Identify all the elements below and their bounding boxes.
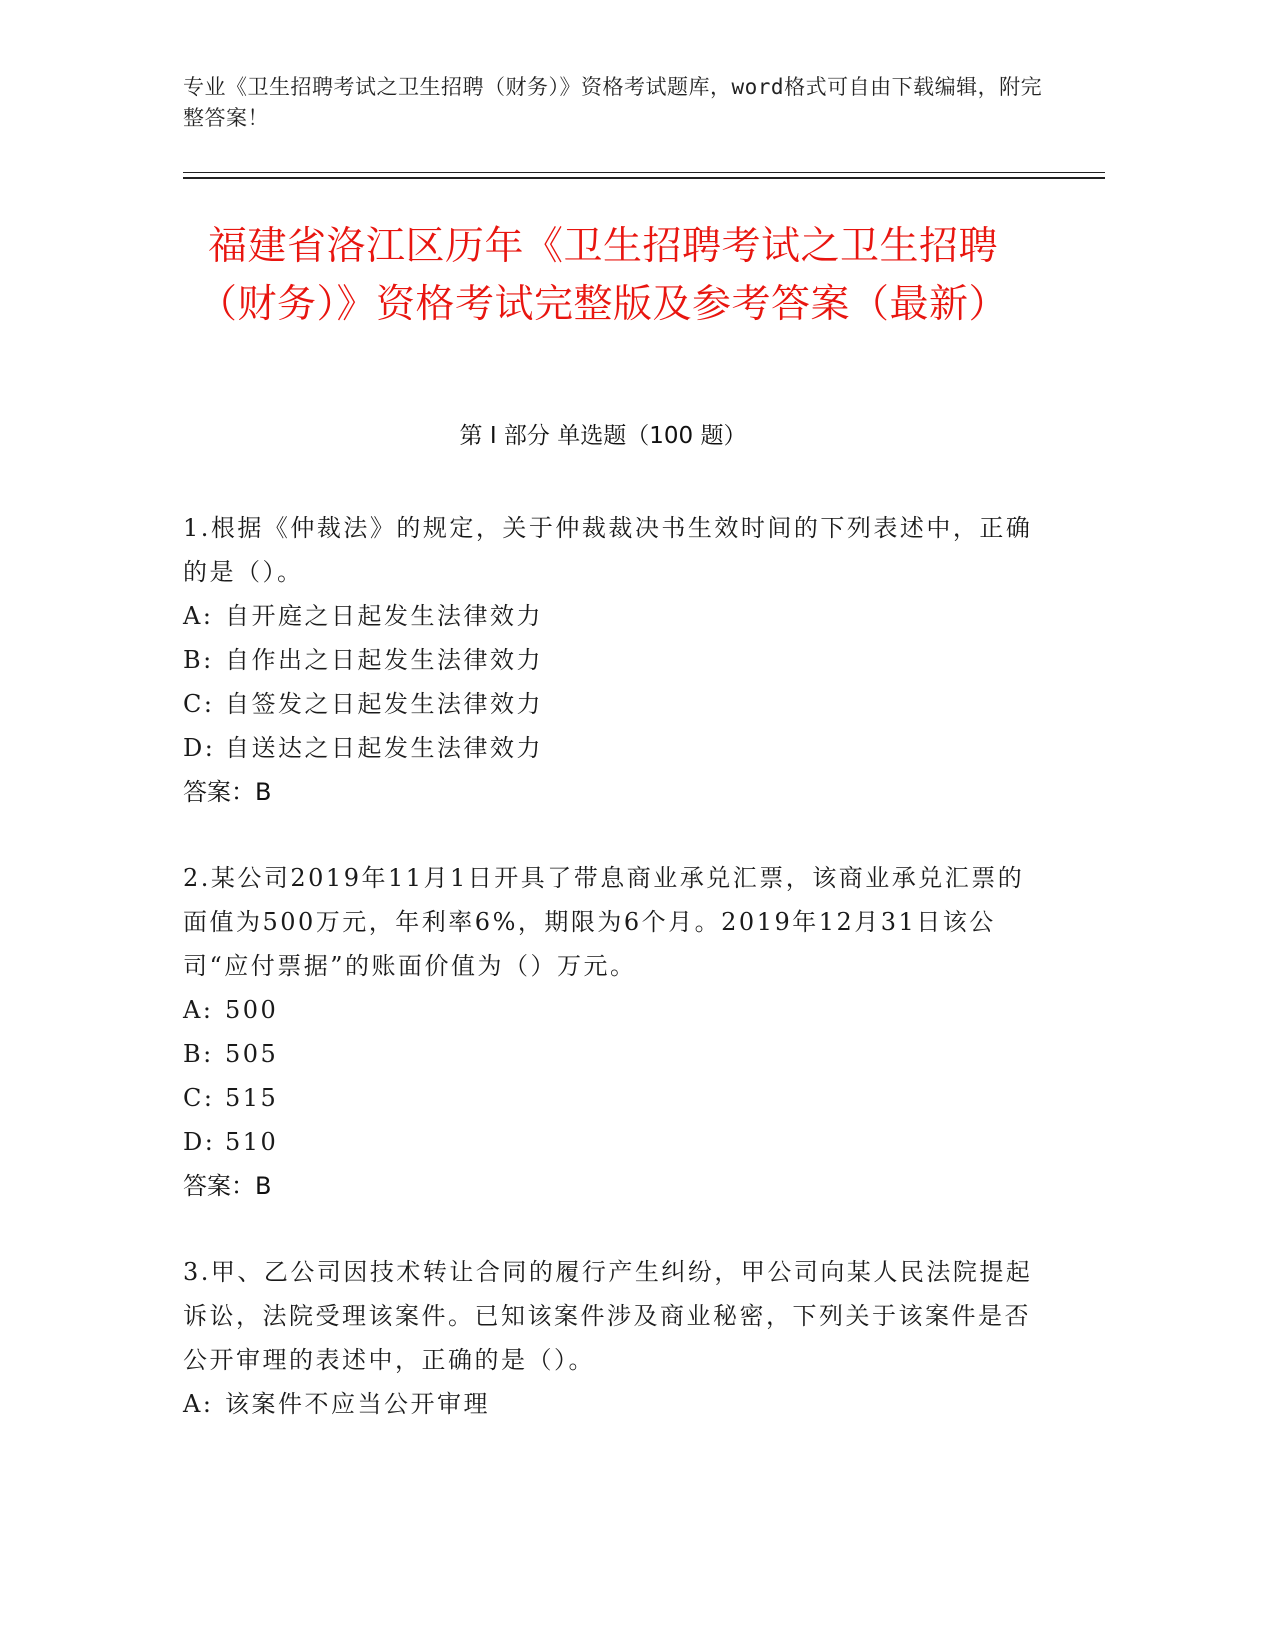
header-note: 专业《卫生招聘考试之卫生招聘（财务）》资格考试题库，word格式可自由下载编辑，附完整答案！ (183, 75, 1043, 130)
document-title: 福建省洛江区历年《卫生招聘考试之卫生招聘（财务）》资格考试完整版及参考答案（最新） (197, 224, 1008, 327)
option-text: 505 (225, 1040, 279, 1068)
option-key: C: (183, 1084, 215, 1112)
option-text: 自签发之日起发生法律效力 (225, 690, 543, 718)
question-stem: 2.某公司2019年11月1日开具了带息商业承兑汇票，该商业承兑汇票的面值为500万元，年利率6%，期限为6个月。2019年12月31日该公司“应付票据”的账面价值为（）万元。 (183, 864, 1025, 980)
question-1 (183, 506, 1043, 814)
option-b (183, 638, 1043, 682)
option-d (183, 726, 1043, 770)
question-2 (183, 856, 1043, 1208)
question-list (183, 506, 1043, 1468)
option-text: 510 (225, 1128, 279, 1156)
option-key: C: (183, 690, 215, 718)
option-c (183, 1076, 1043, 1120)
option-key: A: (183, 602, 214, 630)
option-d (183, 1120, 1043, 1164)
option-text: 自开庭之日起发生法律效力 (225, 602, 543, 630)
header-divider-thin (183, 172, 1105, 173)
option-c (183, 682, 1043, 726)
option-b (183, 1032, 1043, 1076)
option-a (183, 1382, 1043, 1426)
option-key: A: (183, 996, 214, 1024)
option-a (183, 594, 1043, 638)
option-key: A: (183, 1390, 214, 1418)
option-key: D: (183, 734, 216, 762)
option-key: B: (183, 1040, 214, 1068)
answer-line: 答案：B (183, 1172, 272, 1200)
header-divider-thick (183, 177, 1105, 179)
option-text: 500 (225, 996, 279, 1024)
section-heading: 第 I 部分 单选题（100 题） (459, 423, 747, 449)
answer-line: 答案：B (183, 778, 272, 806)
question-stem: 3.甲、乙公司因技术转让合同的履行产生纠纷，甲公司向某人民法院提起诉讼，法院受理该案件。已知该案件涉及商业秘密，下列关于该案件是否公开审理的表述中，正确的是（）。 (183, 1258, 1033, 1374)
option-key: D: (183, 1128, 216, 1156)
option-text: 515 (225, 1084, 279, 1112)
option-text: 自送达之日起发生法律效力 (225, 734, 543, 762)
question-stem: 1.根据《仲裁法》的规定，关于仲裁裁决书生效时间的下列表述中，正确的是（）。 (183, 514, 1033, 586)
option-key: B: (183, 646, 214, 674)
option-a (183, 988, 1043, 1032)
option-text: 自作出之日起发生法律效力 (225, 646, 543, 674)
question-3 (183, 1250, 1043, 1426)
option-text: 该案件不应当公开审理 (225, 1390, 490, 1418)
